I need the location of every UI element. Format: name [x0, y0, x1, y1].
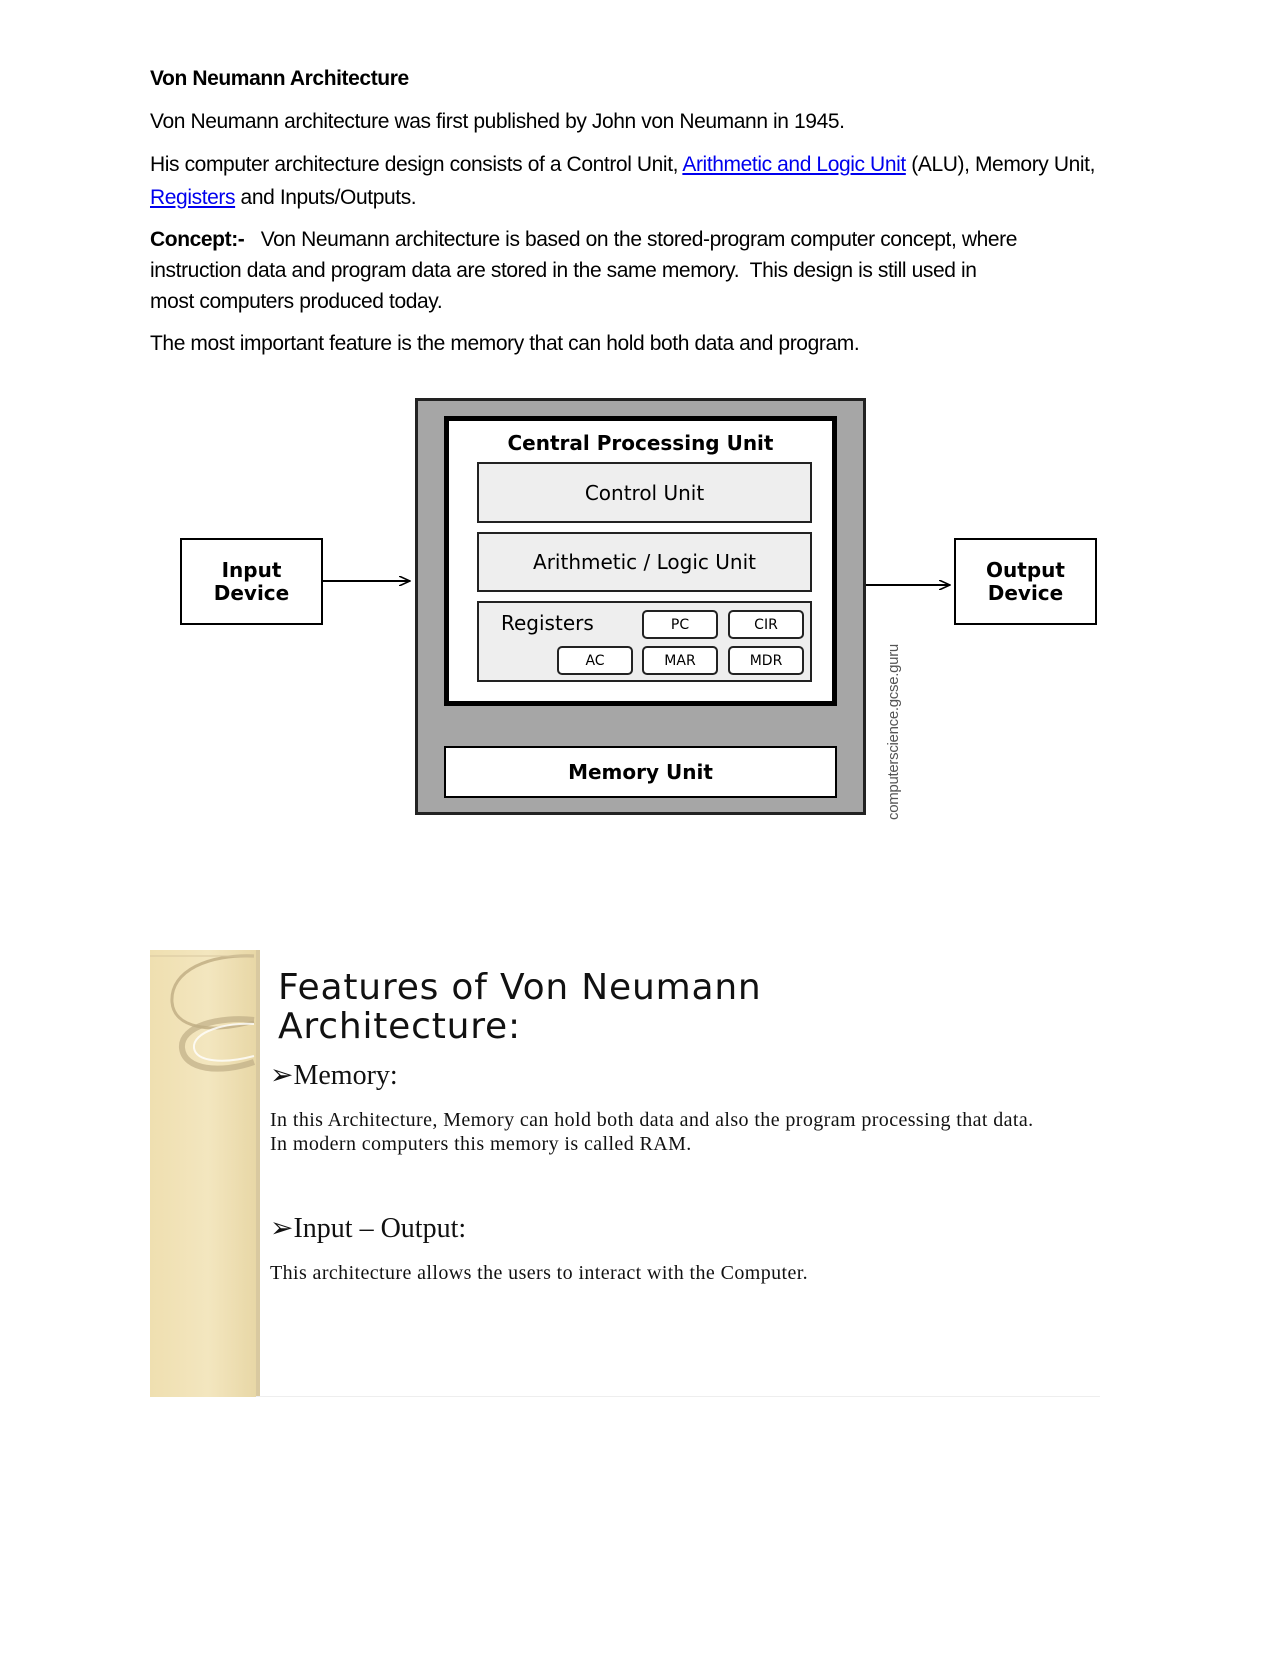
- feature-paragraph: The most important feature is the memory that can hold both data and program.: [150, 332, 860, 355]
- components-text-middle: (ALU), Memory Unit,: [905, 153, 1096, 176]
- control-unit-label: Control Unit: [584, 480, 705, 505]
- control-unit-box: [477, 462, 812, 523]
- slide-body-io: This architecture allows the users to interact with the Computer.: [270, 1262, 809, 1284]
- slide-title: Features of Von Neumann Architecture:: [278, 967, 762, 1047]
- swirl-decoration-icon: [150, 950, 256, 1090]
- concept-label: Concept:-: [150, 228, 245, 251]
- slide-heading-io: ➢Input – Output:: [270, 1213, 467, 1244]
- register-pc: PC: [642, 610, 718, 639]
- registers-box: [477, 601, 812, 682]
- slide-body-memory: In this Architecture, Memory can hold both data and also the program processing that data. In modern computers this memory is called RAM.: [270, 1109, 1034, 1155]
- register-ac: AC: [557, 646, 633, 675]
- memory-unit-label: Memory Unit: [568, 760, 713, 784]
- slide-heading-memory: ➢Memory:: [270, 1060, 398, 1091]
- register-mar: MAR: [642, 646, 718, 675]
- cpu-title: Central Processing Unit: [507, 431, 774, 455]
- output-device-box: [954, 538, 1097, 625]
- document-title: Von Neumann Architecture: [150, 67, 409, 90]
- output-device-label: Output Device: [986, 557, 1065, 605]
- concept-line-1: Von Neumann architecture is based on the stored-program computer concept, where: [244, 228, 1018, 251]
- concept-line-2: instruction data and program data are stored in the same memory. This design is still used in: [150, 259, 977, 282]
- memory-unit-box: [444, 746, 837, 798]
- input-device-box: [180, 538, 323, 625]
- slide-decorative-bar: [150, 950, 260, 1397]
- alu-label: Arithmetic / Logic Unit: [533, 550, 756, 574]
- register-mdr: MDR: [728, 646, 804, 675]
- intro-paragraph: Von Neumann architecture was first published by John von Neumann in 1945.: [150, 110, 845, 133]
- features-slide: [150, 950, 1100, 1397]
- concept-line-3: most computers produced today.: [150, 290, 443, 313]
- register-cir: CIR: [728, 610, 804, 639]
- components-text-prefix: His computer architecture design consists of a Control Unit,: [150, 153, 683, 176]
- alu-link[interactable]: Arithmetic and Logic Unit: [682, 153, 906, 176]
- slide-bottom-divider: [256, 1396, 1100, 1397]
- alu-box: [477, 532, 812, 592]
- source-watermark: computerscience.gcse.guru: [885, 644, 902, 820]
- registers-link[interactable]: Registers: [150, 186, 236, 209]
- components-text-suffix: and Inputs/Outputs.: [235, 186, 417, 209]
- cpu-box: [444, 416, 837, 706]
- input-device-label: Input Device: [213, 557, 290, 605]
- registers-label: Registers: [501, 611, 594, 635]
